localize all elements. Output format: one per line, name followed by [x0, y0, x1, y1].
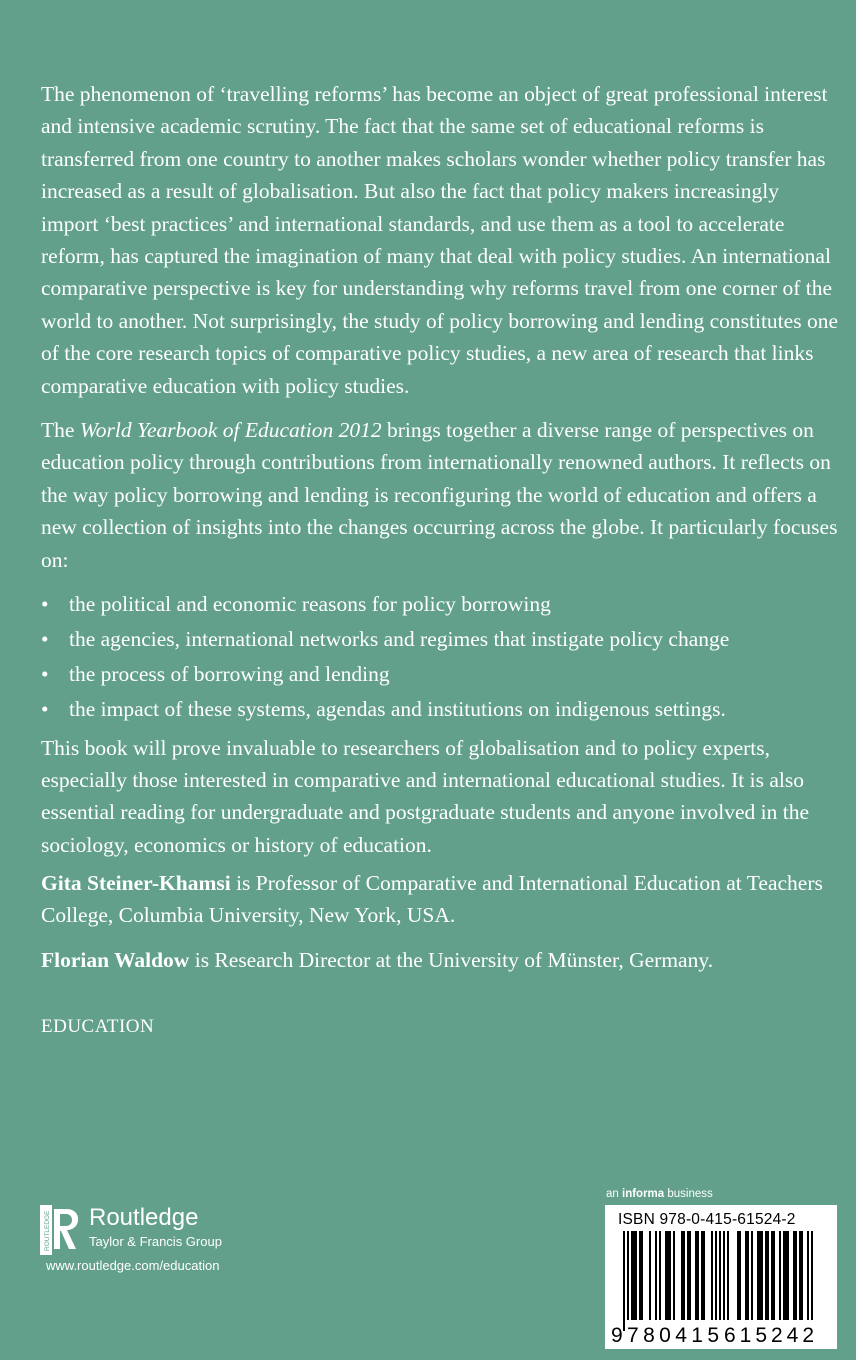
- list-item: [41, 693, 841, 725]
- paragraph-2-prefix: The: [41, 418, 80, 443]
- barcode-bar: [787, 1231, 789, 1321]
- publisher-website-link[interactable]: www.routledge.com/education: [46, 1258, 220, 1273]
- routledge-logo-icon: [40, 1205, 80, 1255]
- description-paragraph-3: This book will prove invaluable to researchers of globalisation and to policy experts, especially those interested in comparative and international educational studies. It is also essential reading for undergraduate and postgraduate students and anyone involved in the sociology, economics or history of education.: [41, 735, 809, 857]
- barcode-bar: [627, 1231, 629, 1331]
- author-name: Gita Steiner-Khamsi: [41, 871, 231, 895]
- barcode-bar: [623, 1231, 625, 1331]
- isbn-left-digits: 780415: [627, 1324, 719, 1347]
- isbn-right-digits: 615242: [724, 1324, 814, 1347]
- publisher-name: Routledge: [89, 1204, 199, 1231]
- barcode-bar: [689, 1231, 691, 1321]
- description-paragraph-2: [41, 414, 841, 576]
- barcode-bar: [635, 1231, 637, 1321]
- isbn-label: ISBN 978-0-415-61524-2: [618, 1211, 796, 1228]
- informa-brand: informa: [622, 1188, 665, 1200]
- barcode-bar: [801, 1231, 803, 1321]
- barcode-bar: [727, 1231, 729, 1321]
- list-item: [41, 623, 841, 655]
- barcode-bar: [747, 1231, 749, 1321]
- barcode-bar: [751, 1231, 753, 1321]
- barcode-bar: [639, 1231, 641, 1321]
- publisher-group: Taylor & Francis Group: [89, 1234, 222, 1249]
- barcode-bar: [683, 1231, 685, 1321]
- barcode-bar: [793, 1231, 795, 1321]
- barcode-bar: [799, 1231, 801, 1321]
- barcode-bar: [765, 1231, 767, 1321]
- informa-prefix: an: [606, 1188, 622, 1200]
- barcode-bar: [737, 1231, 739, 1321]
- barcode-bar: [745, 1231, 747, 1321]
- barcode-bar: [633, 1231, 635, 1321]
- barcode-bar: [771, 1231, 773, 1321]
- informa-business-label: [606, 1188, 713, 1200]
- author-description: is Research Director at the University of Münster, Germany.: [189, 947, 714, 972]
- author-bio: [41, 867, 841, 932]
- barcode-bar: [807, 1231, 809, 1331]
- subject-category: EDUCATION: [41, 1016, 155, 1037]
- barcode-bar: [711, 1231, 713, 1321]
- author-name: Florian Waldow: [41, 947, 190, 972]
- list-item: [41, 658, 841, 690]
- barcode-bar: [783, 1231, 785, 1321]
- barcode-bar: [715, 1231, 717, 1331]
- bullet-icon: •: [41, 627, 49, 652]
- informa-suffix: business: [664, 1188, 713, 1200]
- barcode-bar: [697, 1231, 699, 1321]
- barcode-bar: [719, 1231, 721, 1331]
- focus-list: [41, 588, 841, 725]
- bullet-icon: •: [41, 592, 49, 617]
- barcode-bar: [779, 1231, 781, 1321]
- author-description: is Professor of Comparative and International Education at Teachers College, Columbia University, New York, USA.: [41, 871, 823, 928]
- author-bios: [41, 867, 841, 988]
- barcode-bar: [703, 1231, 705, 1321]
- barcode-bar: [701, 1231, 703, 1321]
- paragraph-2-rest: brings together a diverse range of perspectives on education policy through contributions from internationally renowned authors. It reflects on the way policy borrowing and lending is reconfiguring the world of education and offers a new collection of insights into the changes occurring across the globe. It particularly focuses on:: [41, 418, 838, 572]
- barcode-bar: [669, 1231, 671, 1321]
- barcode-bar: [773, 1231, 775, 1321]
- barcode-bar: [665, 1231, 667, 1321]
- barcode-bar: [785, 1231, 787, 1321]
- barcode-bar: [757, 1231, 759, 1321]
- isbn-first-digit: 9: [611, 1324, 623, 1347]
- isbn-barcode: [605, 1205, 837, 1349]
- barcode-bar: [681, 1231, 683, 1321]
- list-item-text: the process of borrowing and lending: [69, 662, 390, 687]
- list-item: [41, 588, 841, 620]
- barcode-bar: [767, 1231, 769, 1321]
- barcode-bar: [641, 1231, 643, 1321]
- barcode-bar: [759, 1231, 761, 1321]
- list-item-text: the impact of these systems, agendas and institutions on indigenous settings.: [69, 697, 726, 722]
- barcode-bar: [795, 1231, 797, 1321]
- author-bio: [41, 944, 841, 976]
- description-paragraph-1: The phenomenon of ‘travelling reforms’ has become an object of great professional interest and intensive academic scrutiny. The fact that the same set of educational reforms is transferred from one country to another makes scholars wonder whether policy transfer has increased as a result of globalisation. But also the fact that policy makers increasingly import ‘best practices’ and international standards, and use them as a tool to accelerate reform, has captured the imagination of many that deal with policy studies. An international comparative perspective is key for understanding why reforms travel from one corner of the world to another. Not surprisingly, the study of policy borrowing and lending constitutes one of the core research topics of comparative policy studies, a new area of research that links comparative education with policy studies.: [41, 82, 838, 398]
- barcode-bar: [649, 1231, 651, 1321]
- barcode-bar: [695, 1231, 697, 1321]
- barcode-bar: [739, 1231, 741, 1321]
- bullet-icon: •: [41, 697, 49, 722]
- bullet-icon: •: [41, 662, 49, 687]
- barcode-bar: [667, 1231, 669, 1321]
- barcode-bar: [687, 1231, 689, 1321]
- barcode-bar: [761, 1231, 763, 1321]
- barcode-bar: [655, 1231, 657, 1321]
- barcode-bar: [723, 1231, 725, 1321]
- list-item-text: the political and economic reasons for policy borrowing: [69, 592, 551, 617]
- book-description: [41, 78, 841, 873]
- barcode-bar: [659, 1231, 661, 1321]
- barcode-icon: [605, 1205, 837, 1349]
- barcode-bar: [673, 1231, 675, 1321]
- logo-vertical-text: ROUTLEDGE: [44, 1210, 51, 1251]
- barcode-bar: [631, 1231, 633, 1321]
- barcode-bar: [811, 1231, 813, 1331]
- list-item-text: the agencies, international networks and regimes that instigate policy change: [69, 627, 730, 652]
- book-series-title: World Yearbook of Education 2012: [79, 418, 382, 443]
